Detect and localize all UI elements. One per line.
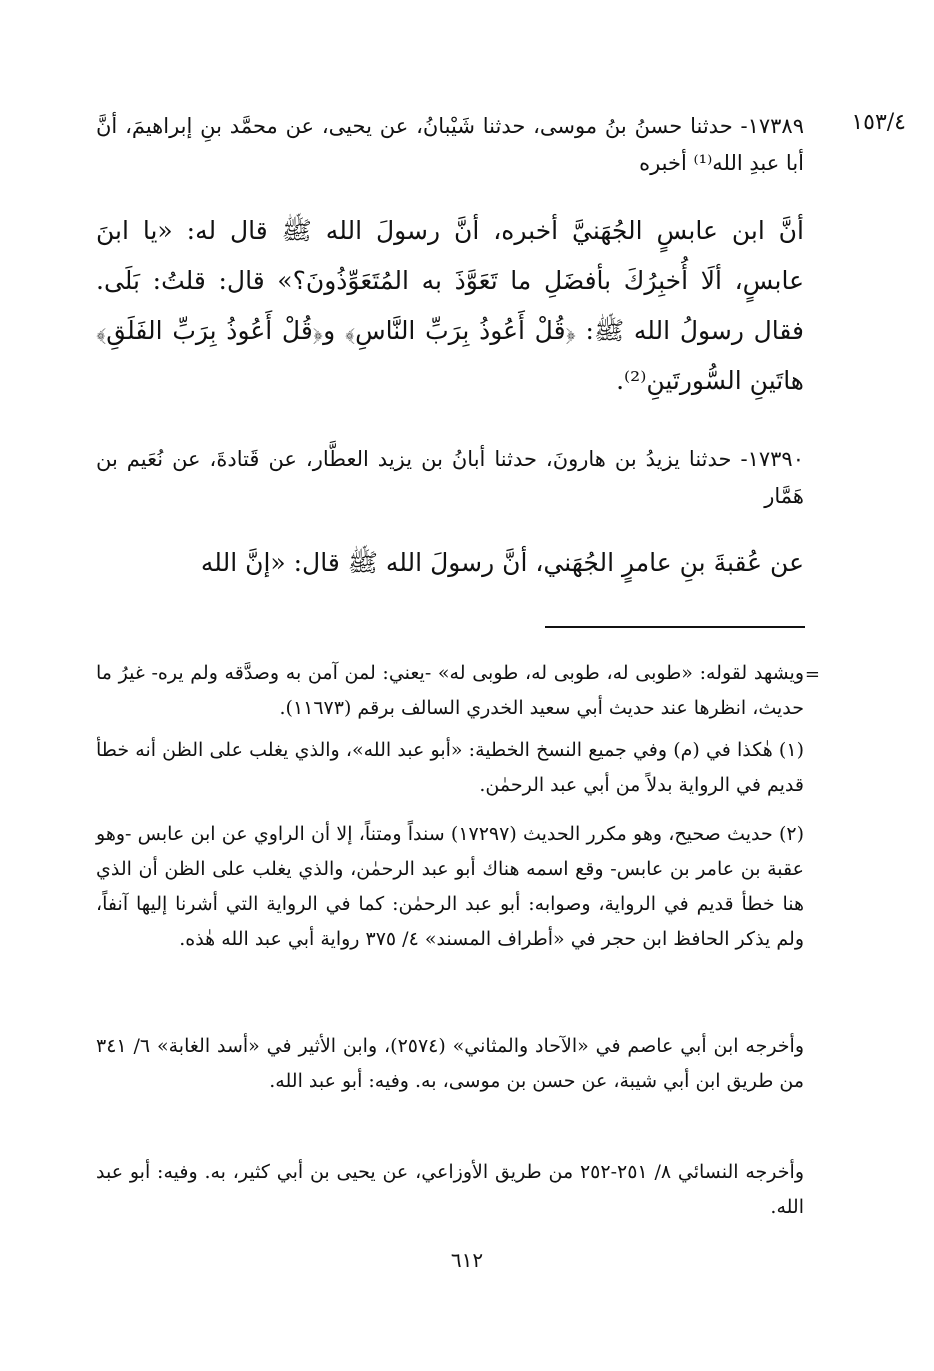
footnote-2-takhrij-1: وأخرجه ابن أبي عاصم في «الآحاد والمثاني» (٢٥٧٤)، وابن الأثير في «أسد الغابة» ٦/ ٣٤١ من طريق ابن أبي شيبة، عن حسن بن موسى، به. وفيه: أبو عبد الله. <box>96 1035 804 1092</box>
footnote-separator <box>545 626 805 628</box>
footnote-1: (١) هٰكذا في (م) وفي جميع النسخ الخطية: «أبو عبد الله»، والذي يغلب على الظن أنه خطأ قديم في الرواية بدلاً من أبي عبد الرحمٰن. <box>96 739 804 796</box>
footnote-2-takhrij-2: وأخرجه النسائي ٨/ ٢٥١-٢٥٢ من طريق الأوزاعي، عن يحيى بن أبي كثير، به. وفيه: أبو عبد الله. <box>96 1161 804 1218</box>
margin-volume-page-ref: ١٥٣/٤ <box>851 110 906 135</box>
footnote-continuation-mark: = <box>804 664 820 685</box>
hadith-17389-matn: أنَّ ابن عابسٍ الجُهَنيَّ أخبره، أنَّ رسولَ الله ﷺ قال له: «يا ابنَ عابسٍ، ألَا أُخبِرُكَ بأفضَلِ ما تَعَوَّذَ به المُتَعَوِّذُونَ؟» قال: قلتُ: بَلَى. فقال رسولُ الله ﷺ: ﴿قُلْ أَعُوذُ بِرَبِّ النَّاسِ﴾ و﴿قُلْ أَعُوذُ بِرَبِّ الفَلَقِ﴾ هاتَينِ السُّورتَينِ⁽²⁾. <box>96 216 804 395</box>
hadith-17390-isnad: ١٧٣٩٠- حدثنا يزيدُ بن هارونَ، حدثنا أبانُ بن يزيد العطَّار، عن قَتادةَ، عن نُعَيم بن هَمَّار <box>96 447 804 508</box>
hadith-17389-isnad: ١٧٣٨٩- حدثنا حسنُ بنُ موسى، حدثنا شَيْبانُ، عن يحيى، عن محمَّد بنِ إبراهيمَ، أنَّ أبا عبدِ الله⁽¹⁾ أخبره <box>96 114 804 175</box>
hadith-17390-matn: عن عُقبةَ بنِ عامرٍ الجُهَني، أنَّ رسولَ الله ﷺ قال: «إنَّ الله <box>200 548 804 577</box>
page-number: ٦١٢ <box>450 1248 484 1272</box>
footnote-2: (٢) حديث صحيح، وهو مكرر الحديث (١٧٢٩٧) سنداً ومتناً، إلا أن الراوي عن ابن عابس -وهو عقبة بن عامر بن عابس- وقع اسمه هناك أبو عبد الرحمٰن، والذي يغلب على الظن أن الذي هنا خطأ قديم في الرواية، وصوابه: أبو عبد الرحمٰن: كما في الرواية التي أشرنا إليها آنفاً، ولم يذكر الحافظ ابن حجر في «أطراف المسند» ٤/ ٣٧٥ رواية أبي عبد الله هٰذه. <box>96 823 805 950</box>
footnote-continuation: ويشهد لقوله: «طوبى له، طوبى له، طوبى له» -يعني: لمن آمن به وصدَّقه ولم يره- غيرُ ما حديث، انظرها عند حديث أبي سعيد الخدري السالف برقم (١١٦٧٣). <box>96 662 804 719</box>
